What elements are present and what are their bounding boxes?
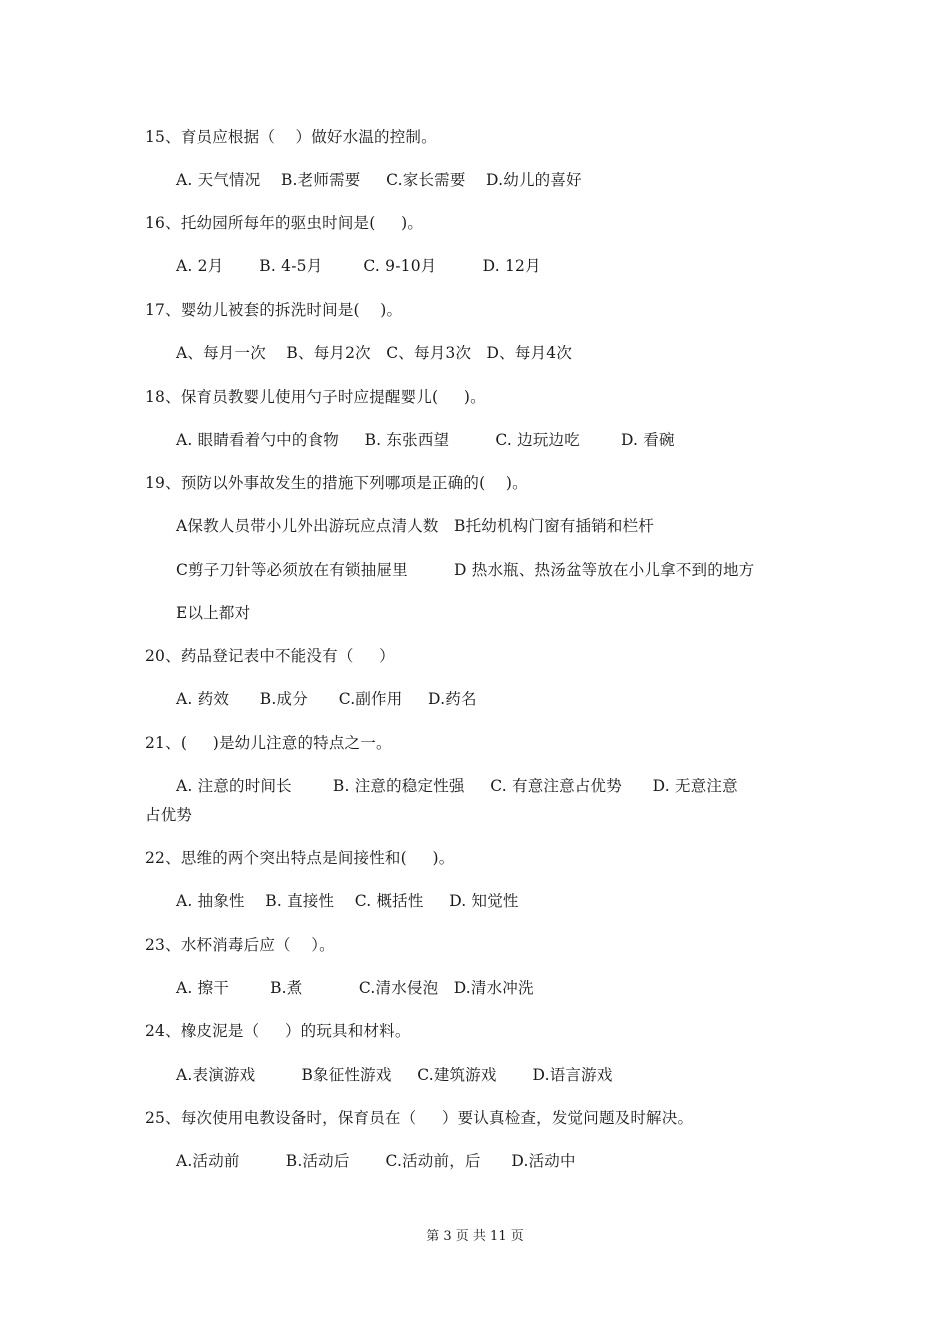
question-23-text: 23、水杯消毒后应（ ）。 [145,936,335,954]
question-19-text: 19、预防以外事故发生的措施下列哪项是正确的( )。 [145,474,528,492]
question-18-text: 18、保育员教婴儿使用勺子时应提醒婴儿( )。 [145,388,486,406]
question-18-options: A. 眼睛看着勺中的食物 B. 东张西望 C. 边玩边吃 D. 看碗 [176,431,675,449]
question-17-text: 17、婴幼儿被套的拆洗时间是( )。 [145,301,403,319]
question-15-text: 15、育员应根据（ ）做好水温的控制。 [145,128,437,146]
question-24-options: A.表演游戏 B象征性游戏 C.建筑游戏 D.语言游戏 [176,1066,613,1084]
question-20-text: 20、药品登记表中不能没有（ ） [145,647,395,665]
question-21-options: A. 注意的时间长 B. 注意的稳定性强 C. 有意注意占优势 D. 无意注意 [176,777,738,795]
question-16-options: A. 2月 B. 4-5月 C. 9-10月 D. 12月 [176,257,541,275]
page-number-footer: 第 3 页 共 11 页 [426,1229,524,1244]
question-15-options: A. 天气情况 B.老师需要 C.家长需要 D.幼儿的喜好 [176,171,582,189]
question-23-options: A. 擦干 B.煮 C.清水侵泡 D.清水冲洗 [176,979,534,997]
question-22-options: A. 抽象性 B. 直接性 C. 概括性 D. 知觉性 [176,892,519,910]
question-25-options: A.活动前 B.活动后 C.活动前，后 D.活动中 [176,1152,576,1170]
question-21-options-continuation: 占优势 [145,806,193,824]
question-22-text: 22、思维的两个突出特点是间接性和( )。 [145,849,455,867]
question-24-text: 24、橡皮泥是（ ）的玩具和材料。 [145,1022,411,1040]
question-16-text: 16、托幼园所每年的驱虫时间是( )。 [145,214,424,232]
question-20-options: A. 药效 B.成分 C.副作用 D.药名 [176,690,477,708]
question-21-text: 21、( )是幼儿注意的特点之一。 [145,734,392,752]
question-17-options: A、每月一次 B、每月2次 C、每月3次 D、每月4次 [176,344,573,362]
question-25-text: 25、每次使用电教设备时，保育员在（ ）要认真检查，发觉问题及时解决。 [145,1109,694,1127]
question-19-option-line-2: C剪子刀针等必须放在有锁抽屉里 D 热水瓶、热汤盆等放在小儿拿不到的地方 [176,561,755,579]
question-19-option-line-1: A保教人员带小儿外出游玩应点清人数 B托幼机构门窗有插销和栏杆 [176,517,654,535]
question-19-option-line-3: E以上都对 [176,604,251,622]
